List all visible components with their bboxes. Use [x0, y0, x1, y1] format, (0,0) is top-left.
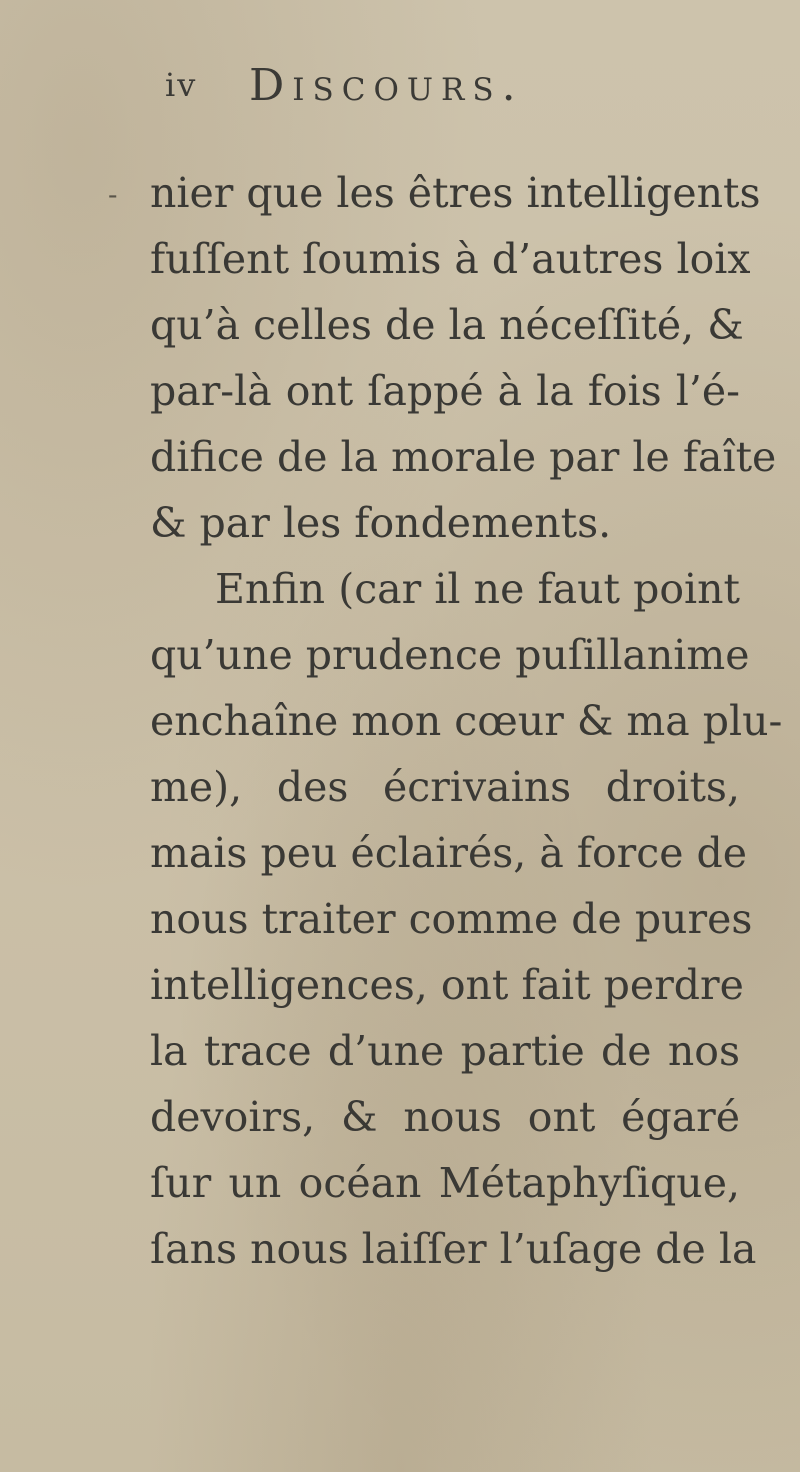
text-line: difice de la morale par le faîte: [150, 433, 777, 481]
body-text: [150, 160, 783, 1282]
text-line: qu’à celles de la néceſſité, &: [150, 301, 744, 349]
text-line: & par les fondements.: [150, 499, 612, 547]
text-line: nous traiter comme de pures: [150, 895, 753, 943]
margin-mark: -: [108, 178, 118, 211]
text-line: intelligences, ont fait perdre: [150, 961, 744, 1009]
text-line: ſans nous laiſſer l’uſage de la: [150, 1225, 757, 1273]
text-line: ſur un océan Métaphyſique,: [150, 1159, 740, 1207]
text-line: enchaîne mon cœur & ma plu-: [150, 697, 783, 745]
text-line: nier que les êtres intelligents: [150, 169, 761, 217]
text-line: Enfin (car il ne faut point: [215, 565, 740, 613]
text-line: la trace d’une partie de nos: [150, 1027, 740, 1075]
text-line: me), des écrivains droits,: [150, 763, 740, 811]
text-line: qu’une prudence puſillanime: [150, 631, 750, 679]
text-line: fuſſent ſoumis à d’autres loix: [150, 235, 751, 283]
page-header: [165, 60, 665, 126]
running-head: Discours.: [249, 60, 524, 111]
text-line: par-là ont ſappé à la fois l’é-: [150, 367, 740, 415]
page-number: iv: [165, 66, 198, 104]
text-line: mais peu éclairés, à force de: [150, 829, 748, 877]
text-line: devoirs, & nous ont égaré: [150, 1093, 740, 1141]
